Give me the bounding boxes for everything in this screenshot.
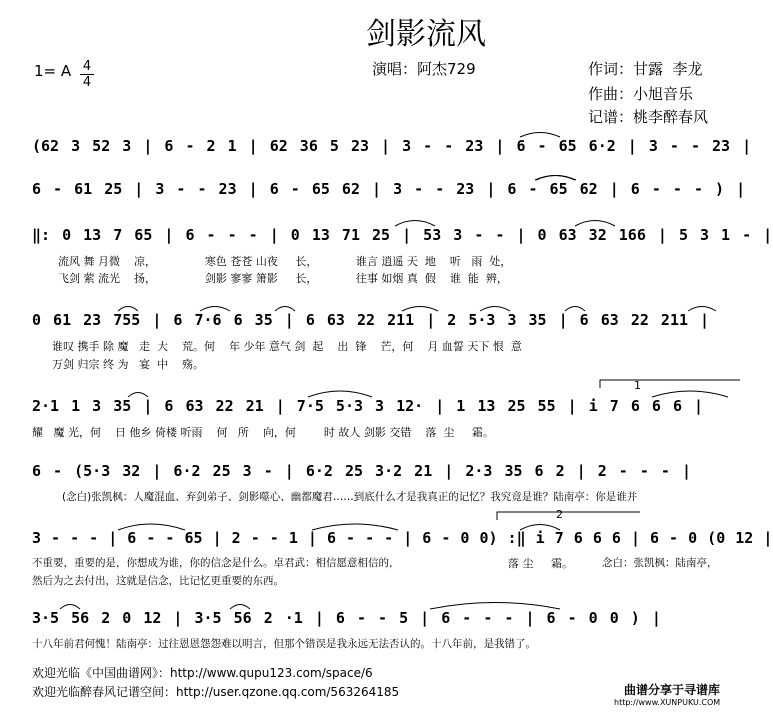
footer-link-1[interactable]: 欢迎光临《中国曲谱网》：http://www.qupu123.com/space/6 <box>32 666 373 680</box>
time-sig-top: 4 <box>82 59 92 74</box>
volta-2-bracket <box>497 512 640 520</box>
score-line-1: (62 3 52 3 | 6 - 2 1 | 62 36 5 23 | 3 - - 23 | 6 - 65 6·2 | 3 - - 23 | <box>32 137 752 155</box>
narration-2b: 念白：张凯枫：陆南亭， <box>602 557 718 569</box>
lyric-line-3b: 飞剑 萦 流光 扬， 剑影 寥寥 箫影 长， 往事 如烟 真 假 谁 能 辨， <box>58 272 508 285</box>
time-signature <box>80 60 94 89</box>
key-signature: 1= A <box>34 62 72 80</box>
badge-url: http://www.XUNPUKU.COM <box>614 698 721 707</box>
score-line-3: ‖: 0 13 7 65 | 6 - - - | 0 13 71 25 | 53 3 - - | 0 63 32 166 | 5 3 1 - | <box>32 226 773 244</box>
score-line-4: 0 61 23 755 | 6 7·6 6 35 | 6 63 22 211 | 2 5·3 3 35 | 6 63 22 211 | <box>32 311 710 329</box>
volta-2-label: 2 <box>556 508 563 521</box>
lyric-line-4b: 万剑 归宗 终 为 宴 中 殇。 <box>52 358 204 371</box>
volta-1-label: 1 <box>634 379 641 392</box>
transcriber-credit: 记谱：桃李醉春风 <box>588 108 709 126</box>
source-badge[interactable] <box>614 680 769 708</box>
singer-credit: 演唱：阿杰729 <box>372 60 476 78</box>
narration-3: 然后为之去付出，这就是信念，比记忆更重要的东西。 <box>32 575 284 587</box>
footer-link-2[interactable]: 欢迎光临醉春风记谱空间：http://user.qzone.qq.com/563264185 <box>32 685 400 699</box>
narration-2: 不重要，重要的是，你想成为谁，你的信念是什么。卓君武：相信愿意相信的， <box>32 557 400 569</box>
narration-1: (念白)张凯枫：人魔混血、弃剑弟子、剑影噬心、幽都魔君……到底什么才是我真正的记忆？我究竟是谁？陆南亭：你是谁并 <box>62 491 638 503</box>
lyric-line-3a: 流风 舞 月微 凉， 寒色 苍苍 山夜 长， 谁言 逍遥 天 地 听 雨 处， <box>58 255 512 268</box>
score-line-5: 2·1 1 3 35 | 6 63 22 21 | 7·5 5·3 3 12· | 1 13 25 55 | i 7 6 6 6 | <box>32 397 704 415</box>
badge-title: 曲谱分享于寻谱库 <box>624 683 721 697</box>
lyric-line-7: 落 尘 霜。 <box>508 557 573 570</box>
time-sig-bottom: 4 <box>82 75 92 90</box>
composer-credit: 作曲：小旭音乐 <box>588 85 694 103</box>
lyric-line-5: 耀 魔 光，何 日 他乡 倚楼 听雨 何 所 向，何 时 故人 剑影 交错 落 尘 霜。 <box>32 426 494 439</box>
volta-1-bracket <box>600 380 740 388</box>
score-line-7: 3 - - - | 6 - - 65 | 2 - - 1 | 6 - - - | 6 - 0 0) :‖ i 7 6 6 6 | 6 - 0 (0 12 | <box>32 529 773 547</box>
score-line-8: 3·5 56 2 0 12 | 3·5 56 2 ·1 | 6 - - 5 | 6 - - - | 6 - 0 0 ) | <box>32 609 661 627</box>
score-line-2: 6 - 61 25 | 3 - - 23 | 6 - 65 62 | 3 - - 23 | 6 - 65 62 | 6 - - - ) | <box>32 180 746 198</box>
song-title: 剑影流风 <box>366 17 486 52</box>
lyric-line-4a: 谁叹 携手 除 魔 走 大 荒。何 年 少年 意气 剑 起 出 锋 芒，何 月 血誓 天下 恨 意 <box>52 340 522 353</box>
narration-4: 十八年前君何愧！陆南亭：过往恩恩怨怨难以明言，但那个错误是我永远无法否认的。十八年前，是我错了。 <box>32 638 536 650</box>
lyricist-credit: 作词：甘露 李龙 <box>588 60 703 78</box>
score-line-6: 6 - (5·3 32 | 6·2 25 3 - | 6·2 25 3·2 21 | 2·3 35 6 2 | 2 - - - | <box>32 462 691 480</box>
